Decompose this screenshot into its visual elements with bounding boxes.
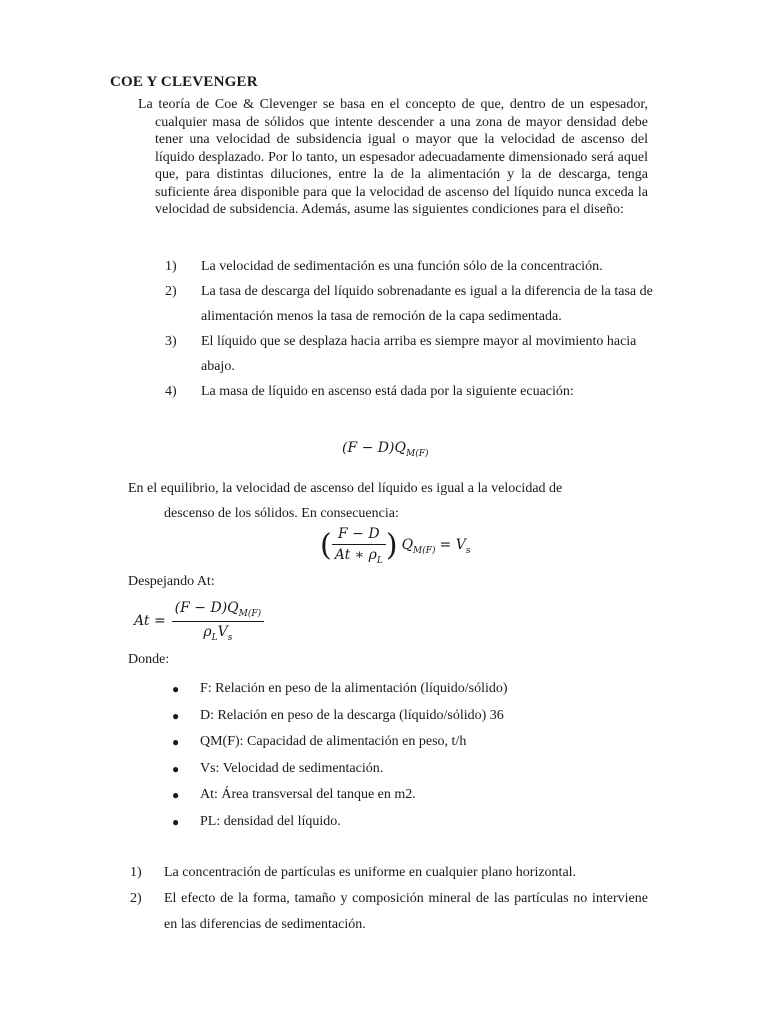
item-text: La velocidad de sedimentación es una función sólo de la concentración. — [201, 259, 603, 274]
item-number: 3) — [165, 334, 177, 349]
bullet-icon: ● — [172, 761, 180, 776]
list-item — [160, 254, 655, 279]
fraction-numerator: $(F - D)Q_{M(F)}$ — [172, 600, 264, 622]
fraction — [172, 600, 264, 643]
list-item: ● At: Área transversal del tanque en m2. — [128, 782, 648, 809]
list-item — [160, 329, 655, 379]
intro-paragraph: La teoría de Coe & Clevenger se basa en el concepto de que, dentro de un espesador, cualquier masa de sólidos que intente descender a una zona de mayor densidad debe tener una velocidad de subsidencia igual o mayor que la velocidad de ascenso del líquido desplazado. Por lo tanto, un espesador adecuadamente dimensionado será aquel que, para distintas diluciones, entre la de la alimentación y la de descarga, tenga suficiente área disponible para que la velocidad de ascenso del líquido nunca exceda la velocidad de subsidencia. Además, asume las siguientes condiciones para el diseño: — [138, 97, 648, 217]
solving-label: Despejando At: — [128, 574, 215, 589]
flow-term: $Q_{M(F)}$ — [401, 536, 436, 556]
item-number: 2) — [130, 891, 142, 906]
area-lhs: At = — [134, 613, 166, 630]
list-item: ● D: Relación en peso de la descarga (líquido/sólido) 36 — [128, 703, 648, 730]
bullet-icon: ● — [172, 708, 180, 723]
fraction-denominator: At ∗ $\rho_L$ — [334, 547, 383, 566]
item-number: 1) — [130, 865, 142, 880]
fraction-numerator: F − D — [332, 526, 386, 545]
item-text: El efecto de la forma, tamaño y composición mineral de las partículas no interviene en las diferencias de sedimentación. — [164, 891, 648, 932]
item-number: 1) — [165, 259, 177, 274]
definitions-list — [128, 676, 648, 835]
list-item: ● PL: densidad del líquido. — [128, 809, 648, 836]
equation-subscript: M(F) — [405, 448, 429, 459]
where-label: Donde: — [128, 652, 170, 667]
equation-liquid-mass — [342, 440, 428, 459]
list-item — [128, 860, 648, 886]
equation-main: (F − D)Q — [342, 440, 406, 456]
right-paren: ) — [385, 527, 398, 563]
list-item: ● Vs: Velocidad de sedimentación. — [128, 756, 648, 783]
bullet-icon: ● — [172, 788, 180, 802]
list-item — [128, 886, 648, 938]
fraction — [332, 526, 386, 566]
item-text: El líquido que se desplaza hacia arriba es siempre mayor al movimiento hacia abajo. — [201, 334, 637, 374]
velocity-term: = $V_s$ — [439, 536, 471, 556]
left-paren: ( — [320, 527, 332, 563]
item-number: 4) — [165, 384, 177, 399]
item-text: La masa de líquido en ascenso está dada por la siguiente ecuación: — [201, 384, 574, 399]
list-item: ● F: Relación en peso de la alimentación (líquido/sólido) — [128, 676, 648, 703]
equilibrium-paragraph — [128, 476, 648, 526]
equilibrium-line-1: En el equilibrio, la velocidad de ascenso del líquido es igual a la velocidad de — [128, 481, 563, 496]
bullet-icon: ● — [172, 682, 180, 696]
assumptions-list — [128, 860, 648, 938]
item-text: La concentración de partículas es uniforme en cualquier plano horizontal. — [164, 865, 577, 880]
design-conditions-list — [160, 254, 655, 404]
item-text: La tasa de descarga del líquido sobrenadante es igual a la diferencia de la tasa de alimentación menos la tasa de remoción de la capa sedimentada. — [201, 284, 653, 324]
equilibrium-line-2: descenso de los sólidos. En consecuencia: — [164, 506, 399, 521]
fraction-denominator: $\rho_LV_s$ — [203, 623, 233, 643]
bullet-icon: ● — [172, 735, 180, 749]
list-item — [160, 379, 655, 404]
section-title: COE Y CLEVENGER — [110, 74, 258, 90]
list-item: ● QM(F): Capacidad de alimentación en peso, t/h — [128, 729, 648, 756]
list-item — [160, 279, 655, 329]
bullet-icon: ● — [172, 814, 180, 829]
item-number: 2) — [165, 284, 177, 299]
equation-equilibrium — [320, 526, 470, 566]
equation-area — [134, 600, 264, 643]
